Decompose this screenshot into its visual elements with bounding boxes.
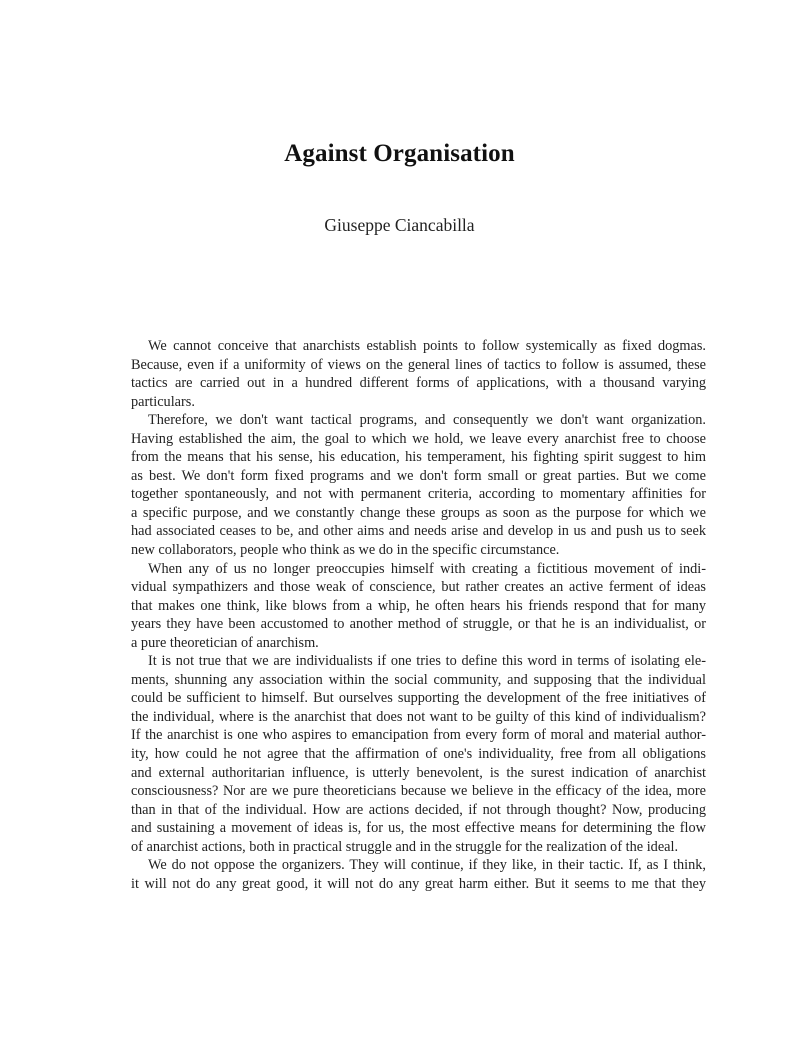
- body-line: from the means that his sense, his education, his temperament, his fighting spirit suggest to him: [131, 449, 706, 466]
- body-line: had associated ceases to be, and other aims and needs arise and develop in us and push us to seek: [131, 523, 706, 540]
- body-line: When any of us no longer preoccupies himself with creating a fictitious movement of indi-: [148, 560, 706, 577]
- body-line: new collaborators, people who think as we do in the specific circumstance.: [131, 542, 560, 559]
- body-line: It is not true that we are individualists if one tries to define this word in terms of isolating ele-: [148, 653, 706, 670]
- body-line: particulars.: [131, 393, 195, 410]
- body-line: together spontaneously, and not with permanent criteria, according to momentary affinities for: [131, 486, 706, 503]
- body-line: Therefore, we don't want tactical programs, and consequently we don't want organization.: [148, 412, 706, 429]
- body-line: that makes one think, like blows from a whip, he often hears his friends respond that for many: [131, 597, 706, 614]
- document-body: [131, 337, 706, 893]
- body-line: as best. We don't form fixed programs and we don't form small or great parties. But we come: [131, 467, 706, 484]
- body-line: consciousness? Nor are we pure theoreticians because we believe in the efficacy of the idea, more: [131, 783, 706, 800]
- body-line: vidual sympathizers and those weak of conscience, but rather creates an active ferment of ideas: [131, 579, 706, 596]
- body-line: If the anarchist is one who aspires to emancipation from every form of moral and material author-: [131, 727, 706, 744]
- body-line: years they have been accustomed to another method of struggle, or that he is an individualist, or: [131, 616, 706, 633]
- body-line: We cannot conceive that anarchists establish points to follow systemically as fixed dogmas.: [148, 338, 706, 354]
- body-line: and external authoritarian influence, is utterly benevolent, is the surest indication of anarchist: [131, 764, 706, 781]
- body-line: tactics are carried out in a hundred different forms of applications, with a thousand varying: [131, 375, 706, 392]
- body-line: a pure theoretician of anarchism.: [131, 634, 319, 651]
- body-line: of anarchist actions, both in practical struggle and in the struggle for the realization of the ideal.: [131, 838, 679, 855]
- body-line: could be sufficient to himself. But ourselves supporting the development of the free initiatives of: [131, 690, 706, 707]
- body-line: ity, how could he not agree that the affirmation of one's individuality, free from all obligations: [131, 746, 706, 763]
- body-line: We do not oppose the organizers. They will continue, if they like, in their tactic. If, as I think,: [148, 857, 706, 874]
- body-line: ments, shunning any association within the social community, and supposing that the individual: [131, 671, 706, 688]
- body-line: and sustaining a movement of ideas is, for us, the most effective means for determining the flow: [131, 820, 706, 837]
- body-line: the individual, where is the anarchist that does not want to be guilty of this kind of individualism?: [131, 708, 706, 725]
- body-line: a specific purpose, and we constantly change these groups as soon as the purpose for which we: [131, 504, 706, 521]
- body-line: Because, even if a uniformity of views on the general lines of tactics to follow is assumed, these: [131, 356, 706, 373]
- document-title: Against Organisation: [284, 140, 515, 167]
- document-author: Giuseppe Ciancabilla: [324, 215, 475, 235]
- body-line: than in that of the individual. How are actions decided, if not through thought? Now, producing: [131, 801, 706, 818]
- body-line: Having established the aim, the goal to which we hold, we leave every anarchist free to choose: [131, 430, 706, 447]
- body-line: it will not do any great good, it will not do any great harm either. But it seems to me that they: [131, 875, 706, 892]
